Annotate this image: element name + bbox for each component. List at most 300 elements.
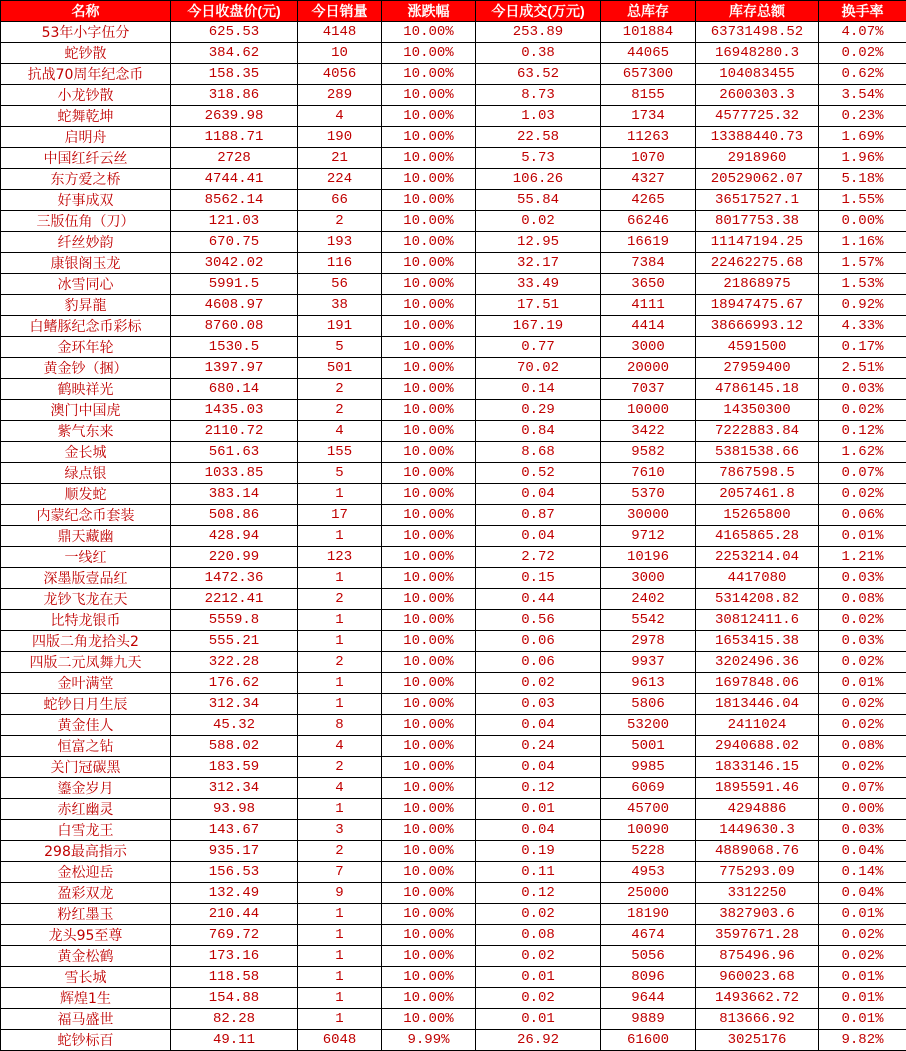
- cell-close-price: 1530.5: [171, 337, 298, 358]
- cell-sales: 155: [298, 442, 382, 463]
- table-row: [1, 526, 906, 547]
- cell-turnover: 0.56: [476, 610, 601, 631]
- cell-inventory: 3000: [601, 568, 696, 589]
- cell-name: 鹤映祥光: [1, 379, 171, 400]
- cell-turnover-rate: 0.02%: [819, 757, 906, 778]
- cell-turnover: 0.12: [476, 883, 601, 904]
- cell-change: 10.00%: [382, 64, 476, 85]
- cell-turnover-rate: 0.02%: [819, 652, 906, 673]
- cell-change: 10.00%: [382, 862, 476, 883]
- cell-name: 启明舟: [1, 127, 171, 148]
- cell-change: 10.00%: [382, 169, 476, 190]
- cell-inventory-value: 4889068.76: [696, 841, 819, 862]
- cell-sales: 2: [298, 589, 382, 610]
- cell-turnover: 22.58: [476, 127, 601, 148]
- cell-change: 10.00%: [382, 232, 476, 253]
- cell-sales: 2: [298, 652, 382, 673]
- table-row: [1, 841, 906, 862]
- cell-turnover: 106.26: [476, 169, 601, 190]
- cell-turnover-rate: 0.23%: [819, 106, 906, 127]
- cell-close-price: 312.34: [171, 778, 298, 799]
- cell-inventory-value: 5381538.66: [696, 442, 819, 463]
- cell-sales: 1: [298, 946, 382, 967]
- cell-inventory-value: 1653415.38: [696, 631, 819, 652]
- cell-inventory: 45700: [601, 799, 696, 820]
- cell-close-price: 769.72: [171, 925, 298, 946]
- cell-inventory: 101884: [601, 22, 696, 43]
- cell-turnover-rate: 1.55%: [819, 190, 906, 211]
- cell-inventory: 5370: [601, 484, 696, 505]
- cell-inventory-value: 27959400: [696, 358, 819, 379]
- cell-turnover: 26.92: [476, 1030, 601, 1051]
- table-row: [1, 925, 906, 946]
- cell-sales: 1: [298, 988, 382, 1009]
- cell-turnover-rate: 0.07%: [819, 778, 906, 799]
- cell-inventory: 53200: [601, 715, 696, 736]
- cell-name: 内蒙纪念币套装: [1, 505, 171, 526]
- header-turnover-rate: 换手率: [819, 1, 906, 22]
- cell-sales: 4056: [298, 64, 382, 85]
- cell-name: 粉红墨玉: [1, 904, 171, 925]
- table-row: [1, 274, 906, 295]
- cell-turnover-rate: 1.57%: [819, 253, 906, 274]
- cell-change: 10.00%: [382, 631, 476, 652]
- cell-inventory: 11263: [601, 127, 696, 148]
- cell-turnover-rate: 0.01%: [819, 988, 906, 1009]
- cell-change: 10.00%: [382, 85, 476, 106]
- cell-close-price: 121.03: [171, 211, 298, 232]
- cell-inventory: 4674: [601, 925, 696, 946]
- cell-name: 四版二元凤舞九天: [1, 652, 171, 673]
- header-sales: 今日销量: [298, 1, 382, 22]
- cell-turnover: 0.11: [476, 862, 601, 883]
- cell-name: 龙头95至尊: [1, 925, 171, 946]
- cell-inventory: 20000: [601, 358, 696, 379]
- cell-close-price: 4744.41: [171, 169, 298, 190]
- cell-turnover-rate: 0.03%: [819, 379, 906, 400]
- cell-inventory-value: 4786145.18: [696, 379, 819, 400]
- cell-inventory-value: 38666993.12: [696, 316, 819, 337]
- table-row: [1, 757, 906, 778]
- cell-inventory-value: 2918960: [696, 148, 819, 169]
- cell-change: 10.00%: [382, 505, 476, 526]
- cell-inventory: 4414: [601, 316, 696, 337]
- cell-inventory-value: 20529062.07: [696, 169, 819, 190]
- table-row: [1, 820, 906, 841]
- cell-close-price: 384.62: [171, 43, 298, 64]
- table-row: [1, 43, 906, 64]
- cell-inventory-value: 2411024: [696, 715, 819, 736]
- cell-inventory-value: 2600303.3: [696, 85, 819, 106]
- header-change: 涨跌幅: [382, 1, 476, 22]
- cell-inventory: 9712: [601, 526, 696, 547]
- cell-name: 冰雪同心: [1, 274, 171, 295]
- table-row: [1, 652, 906, 673]
- cell-close-price: 143.67: [171, 820, 298, 841]
- cell-sales: 4148: [298, 22, 382, 43]
- table-row: [1, 379, 906, 400]
- cell-name: 金环年轮: [1, 337, 171, 358]
- cell-turnover: 167.19: [476, 316, 601, 337]
- cell-close-price: 220.99: [171, 547, 298, 568]
- cell-name: 黄金钞（捆）: [1, 358, 171, 379]
- cell-turnover-rate: 0.01%: [819, 673, 906, 694]
- cell-change: 10.00%: [382, 568, 476, 589]
- cell-change: 10.00%: [382, 316, 476, 337]
- cell-sales: 116: [298, 253, 382, 274]
- cell-inventory-value: 1493662.72: [696, 988, 819, 1009]
- cell-inventory-value: 16948280.3: [696, 43, 819, 64]
- cell-turnover-rate: 0.00%: [819, 211, 906, 232]
- cell-change: 10.00%: [382, 820, 476, 841]
- cell-inventory: 2402: [601, 589, 696, 610]
- cell-sales: 6048: [298, 1030, 382, 1051]
- table-row: [1, 463, 906, 484]
- cell-close-price: 49.11: [171, 1030, 298, 1051]
- table-row: [1, 400, 906, 421]
- cell-inventory-value: 3827903.6: [696, 904, 819, 925]
- cell-sales: 2: [298, 757, 382, 778]
- cell-change: 10.00%: [382, 442, 476, 463]
- table-row: [1, 568, 906, 589]
- cell-close-price: 1472.36: [171, 568, 298, 589]
- cell-name: 豹昇龍: [1, 295, 171, 316]
- cell-sales: 17: [298, 505, 382, 526]
- cell-inventory: 66246: [601, 211, 696, 232]
- cell-turnover: 0.02: [476, 904, 601, 925]
- cell-turnover: 0.04: [476, 757, 601, 778]
- cell-close-price: 158.35: [171, 64, 298, 85]
- cell-change: 10.00%: [382, 883, 476, 904]
- table-row: [1, 904, 906, 925]
- cell-sales: 2: [298, 379, 382, 400]
- cell-turnover-rate: 0.01%: [819, 1009, 906, 1030]
- cell-turnover: 0.02: [476, 946, 601, 967]
- cell-turnover-rate: 0.17%: [819, 337, 906, 358]
- cell-turnover-rate: 0.14%: [819, 862, 906, 883]
- cell-inventory: 30000: [601, 505, 696, 526]
- cell-turnover-rate: 1.53%: [819, 274, 906, 295]
- cell-close-price: 176.62: [171, 673, 298, 694]
- cell-turnover-rate: 2.51%: [819, 358, 906, 379]
- cell-sales: 191: [298, 316, 382, 337]
- cell-sales: 21: [298, 148, 382, 169]
- cell-name: 蛇钞日月生辰: [1, 694, 171, 715]
- cell-sales: 190: [298, 127, 382, 148]
- cell-turnover-rate: 0.02%: [819, 484, 906, 505]
- header-close-price: 今日收盘价(元): [171, 1, 298, 22]
- cell-inventory-value: 2057461.8: [696, 484, 819, 505]
- cell-inventory-value: 1833146.15: [696, 757, 819, 778]
- cell-inventory: 657300: [601, 64, 696, 85]
- cell-inventory: 25000: [601, 883, 696, 904]
- cell-inventory: 9937: [601, 652, 696, 673]
- cell-sales: 56: [298, 274, 382, 295]
- cell-sales: 224: [298, 169, 382, 190]
- cell-turnover-rate: 0.00%: [819, 799, 906, 820]
- cell-inventory-value: 8017753.38: [696, 211, 819, 232]
- cell-inventory: 9985: [601, 757, 696, 778]
- cell-turnover-rate: 9.82%: [819, 1030, 906, 1051]
- cell-turnover-rate: 1.96%: [819, 148, 906, 169]
- table-row: [1, 631, 906, 652]
- cell-close-price: 561.63: [171, 442, 298, 463]
- cell-turnover-rate: 3.54%: [819, 85, 906, 106]
- cell-turnover: 0.06: [476, 652, 601, 673]
- cell-turnover-rate: 0.02%: [819, 715, 906, 736]
- cell-turnover-rate: 1.21%: [819, 547, 906, 568]
- cell-change: 10.00%: [382, 694, 476, 715]
- table-row: [1, 967, 906, 988]
- cell-close-price: 5991.5: [171, 274, 298, 295]
- cell-inventory: 18190: [601, 904, 696, 925]
- cell-turnover-rate: 1.16%: [819, 232, 906, 253]
- cell-turnover-rate: 5.18%: [819, 169, 906, 190]
- cell-turnover-rate: 0.08%: [819, 736, 906, 757]
- cell-close-price: 1188.71: [171, 127, 298, 148]
- cell-change: 10.00%: [382, 904, 476, 925]
- table-row: [1, 715, 906, 736]
- cell-name: 澳门中国虎: [1, 400, 171, 421]
- cell-close-price: 8562.14: [171, 190, 298, 211]
- cell-close-price: 428.94: [171, 526, 298, 547]
- cell-change: 10.00%: [382, 274, 476, 295]
- cell-inventory: 16619: [601, 232, 696, 253]
- cell-name: 比特龙银币: [1, 610, 171, 631]
- cell-inventory: 5806: [601, 694, 696, 715]
- cell-inventory: 10090: [601, 820, 696, 841]
- table-row: [1, 253, 906, 274]
- cell-name: 黄金松鹤: [1, 946, 171, 967]
- cell-name: 一线红: [1, 547, 171, 568]
- cell-inventory-value: 1895591.46: [696, 778, 819, 799]
- table-row: [1, 505, 906, 526]
- cell-name: 辉煌1生: [1, 988, 171, 1009]
- header-name: 名称: [1, 1, 171, 22]
- cell-turnover: 2.72: [476, 547, 601, 568]
- cell-turnover: 0.04: [476, 526, 601, 547]
- cell-sales: 1: [298, 904, 382, 925]
- cell-sales: 193: [298, 232, 382, 253]
- cell-inventory-value: 36517527.1: [696, 190, 819, 211]
- cell-change: 10.00%: [382, 484, 476, 505]
- cell-inventory-value: 7222883.84: [696, 421, 819, 442]
- cell-inventory: 4111: [601, 295, 696, 316]
- cell-change: 10.00%: [382, 610, 476, 631]
- cell-inventory: 61600: [601, 1030, 696, 1051]
- cell-sales: 4: [298, 778, 382, 799]
- cell-change: 10.00%: [382, 778, 476, 799]
- cell-inventory-value: 15265800: [696, 505, 819, 526]
- cell-name: 298最高指示: [1, 841, 171, 862]
- cell-turnover: 0.02: [476, 988, 601, 1009]
- cell-inventory-value: 18947475.67: [696, 295, 819, 316]
- cell-name: 紫气东来: [1, 421, 171, 442]
- cell-inventory: 4953: [601, 862, 696, 883]
- cell-inventory-value: 3597671.28: [696, 925, 819, 946]
- cell-change: 10.00%: [382, 715, 476, 736]
- table-row: [1, 148, 906, 169]
- cell-close-price: 3042.02: [171, 253, 298, 274]
- cell-inventory-value: 4294886: [696, 799, 819, 820]
- cell-change: 10.00%: [382, 526, 476, 547]
- cell-inventory-value: 2940688.02: [696, 736, 819, 757]
- cell-sales: 38: [298, 295, 382, 316]
- cell-turnover-rate: 4.07%: [819, 22, 906, 43]
- cell-change: 10.00%: [382, 43, 476, 64]
- cell-change: 10.00%: [382, 652, 476, 673]
- table-row: [1, 988, 906, 1009]
- cell-turnover: 0.02: [476, 211, 601, 232]
- cell-sales: 4: [298, 421, 382, 442]
- cell-inventory: 5056: [601, 946, 696, 967]
- cell-inventory: 10196: [601, 547, 696, 568]
- cell-inventory-value: 13388440.73: [696, 127, 819, 148]
- cell-inventory: 7610: [601, 463, 696, 484]
- cell-turnover: 0.01: [476, 1009, 601, 1030]
- cell-close-price: 1435.03: [171, 400, 298, 421]
- cell-inventory: 8096: [601, 967, 696, 988]
- cell-turnover: 8.73: [476, 85, 601, 106]
- cell-name: 赤红幽灵: [1, 799, 171, 820]
- cell-sales: 1: [298, 925, 382, 946]
- cell-inventory: 6069: [601, 778, 696, 799]
- table-row: [1, 799, 906, 820]
- cell-close-price: 383.14: [171, 484, 298, 505]
- cell-turnover-rate: 0.02%: [819, 43, 906, 64]
- cell-inventory: 5542: [601, 610, 696, 631]
- table-row: [1, 85, 906, 106]
- cell-close-price: 93.98: [171, 799, 298, 820]
- cell-name: 好事成双: [1, 190, 171, 211]
- cell-name: 深墨版壹品红: [1, 568, 171, 589]
- table-row: [1, 610, 906, 631]
- table-body: [1, 22, 906, 1051]
- cell-turnover: 0.04: [476, 715, 601, 736]
- cell-close-price: 555.21: [171, 631, 298, 652]
- cell-inventory-value: 5314208.82: [696, 589, 819, 610]
- cell-inventory-value: 4417080: [696, 568, 819, 589]
- cell-inventory-value: 22462275.68: [696, 253, 819, 274]
- table-row: [1, 1030, 906, 1051]
- cell-name: 纤丝妙韵: [1, 232, 171, 253]
- cell-turnover: 0.04: [476, 484, 601, 505]
- cell-change: 10.00%: [382, 757, 476, 778]
- table-row: [1, 106, 906, 127]
- cell-inventory-value: 4577725.32: [696, 106, 819, 127]
- cell-inventory-value: 1449630.3: [696, 820, 819, 841]
- cell-close-price: 625.53: [171, 22, 298, 43]
- cell-inventory-value: 21868975: [696, 274, 819, 295]
- cell-turnover: 0.12: [476, 778, 601, 799]
- cell-close-price: 156.53: [171, 862, 298, 883]
- header-row: [1, 1, 906, 22]
- cell-inventory: 3422: [601, 421, 696, 442]
- cell-change: 10.00%: [382, 925, 476, 946]
- table-row: [1, 778, 906, 799]
- table-row: [1, 316, 906, 337]
- cell-turnover: 33.49: [476, 274, 601, 295]
- cell-sales: 289: [298, 85, 382, 106]
- cell-close-price: 588.02: [171, 736, 298, 757]
- cell-inventory-value: 1813446.04: [696, 694, 819, 715]
- cell-inventory-value: 3312250: [696, 883, 819, 904]
- cell-name: 小龙钞散: [1, 85, 171, 106]
- cell-name: 金长城: [1, 442, 171, 463]
- header-inventory: 总库存: [601, 1, 696, 22]
- cell-sales: 3: [298, 820, 382, 841]
- cell-turnover-rate: 0.62%: [819, 64, 906, 85]
- cell-inventory-value: 4165865.28: [696, 526, 819, 547]
- cell-inventory: 7384: [601, 253, 696, 274]
- cell-turnover: 0.84: [476, 421, 601, 442]
- cell-turnover-rate: 0.03%: [819, 631, 906, 652]
- cell-close-price: 118.58: [171, 967, 298, 988]
- cell-turnover: 0.29: [476, 400, 601, 421]
- cell-turnover: 17.51: [476, 295, 601, 316]
- cell-inventory-value: 104083455: [696, 64, 819, 85]
- cell-change: 10.00%: [382, 379, 476, 400]
- cell-change: 10.00%: [382, 127, 476, 148]
- table-row: [1, 946, 906, 967]
- cell-inventory-value: 3025176: [696, 1030, 819, 1051]
- table-header: [1, 1, 906, 22]
- cell-name: 雪长城: [1, 967, 171, 988]
- cell-name: 龙钞飞龙在天: [1, 589, 171, 610]
- cell-change: 10.00%: [382, 841, 476, 862]
- cell-name: 白雪龙王: [1, 820, 171, 841]
- cell-name: 53年小字伍分: [1, 22, 171, 43]
- cell-turnover: 5.73: [476, 148, 601, 169]
- cell-close-price: 5559.8: [171, 610, 298, 631]
- cell-turnover-rate: 4.33%: [819, 316, 906, 337]
- cell-sales: 1: [298, 484, 382, 505]
- cell-turnover-rate: 0.02%: [819, 610, 906, 631]
- cell-turnover: 0.15: [476, 568, 601, 589]
- cell-turnover: 0.01: [476, 799, 601, 820]
- cell-change: 10.00%: [382, 400, 476, 421]
- cell-turnover-rate: 0.03%: [819, 820, 906, 841]
- cell-change: 10.00%: [382, 946, 476, 967]
- table-row: [1, 190, 906, 211]
- cell-inventory-value: 7867598.5: [696, 463, 819, 484]
- cell-change: 10.00%: [382, 1009, 476, 1030]
- cell-sales: 1: [298, 526, 382, 547]
- cell-close-price: 2212.41: [171, 589, 298, 610]
- cell-sales: 4: [298, 106, 382, 127]
- table-row: [1, 736, 906, 757]
- cell-close-price: 8760.08: [171, 316, 298, 337]
- cell-change: 10.00%: [382, 190, 476, 211]
- cell-turnover: 70.02: [476, 358, 601, 379]
- cell-change: 10.00%: [382, 421, 476, 442]
- cell-turnover: 0.04: [476, 820, 601, 841]
- cell-inventory: 5001: [601, 736, 696, 757]
- cell-close-price: 132.49: [171, 883, 298, 904]
- table-row: [1, 211, 906, 232]
- table-row: [1, 673, 906, 694]
- cell-sales: 7: [298, 862, 382, 883]
- cell-turnover: 0.24: [476, 736, 601, 757]
- cell-name: 黄金佳人: [1, 715, 171, 736]
- cell-name: 关门冠碳黑: [1, 757, 171, 778]
- cell-turnover-rate: 0.12%: [819, 421, 906, 442]
- cell-close-price: 312.34: [171, 694, 298, 715]
- cell-inventory: 1734: [601, 106, 696, 127]
- cell-turnover-rate: 1.69%: [819, 127, 906, 148]
- cell-inventory: 8155: [601, 85, 696, 106]
- cell-turnover: 0.87: [476, 505, 601, 526]
